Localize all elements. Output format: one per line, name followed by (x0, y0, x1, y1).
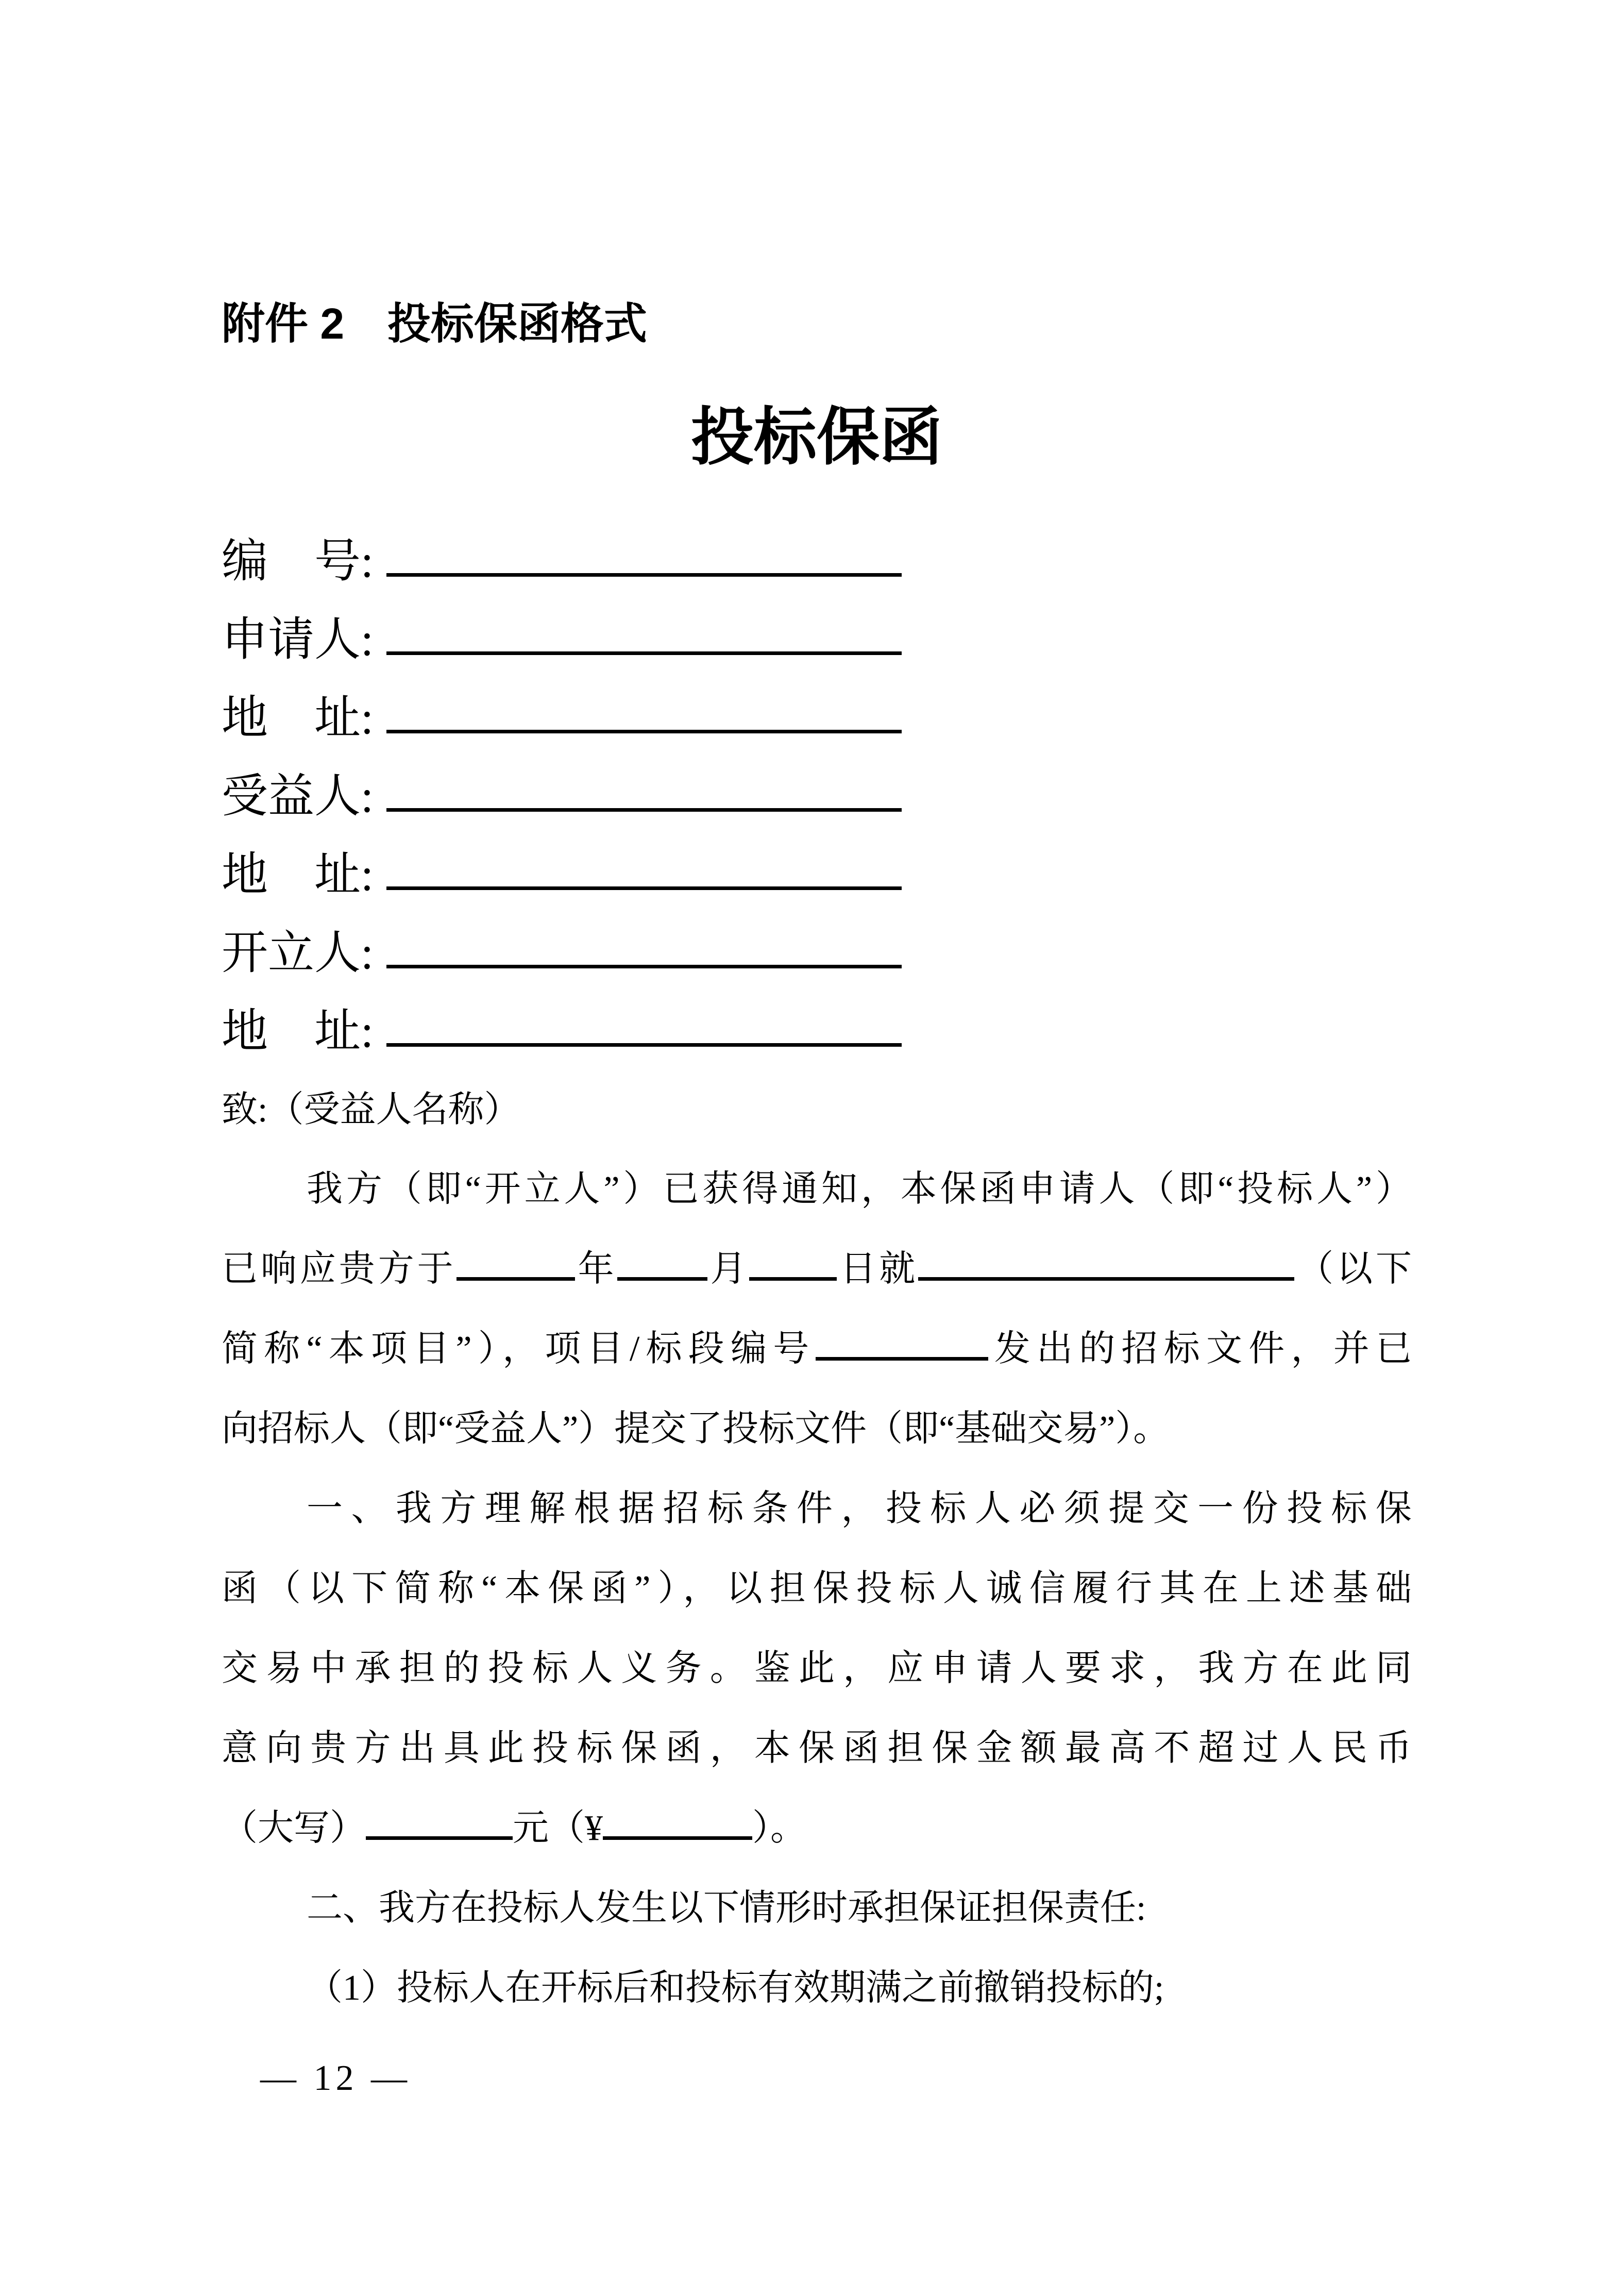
line-text: 函（以下简称“本保函”），以担保投标人诚信履行其在上述基础 (222, 1569, 1412, 1608)
line-text: 年 (574, 1249, 617, 1289)
field-label: 地 址: (222, 693, 374, 744)
line-text: （大写） (222, 1808, 366, 1848)
line-text: 意向贵方出具此投标保函，本保函担保金额最高不超过人民币 (222, 1729, 1412, 1768)
line-text: 元（¥ (513, 1808, 603, 1848)
line-text: 简称“本项目”），项目/标段编号 (222, 1329, 816, 1369)
body-line (222, 1788, 1412, 1868)
blank-field (366, 1807, 513, 1840)
attachment-header: 附件 2 投标保函格式 (222, 299, 648, 348)
line-text: （1）投标人在开标后和投标有效期满之前撤销投标的; (307, 1968, 1164, 2008)
blank-field (749, 1248, 837, 1281)
blank-field (386, 774, 902, 812)
blank-field (386, 1009, 902, 1047)
body-line (222, 1229, 1412, 1309)
field-label: 地 址: (222, 849, 374, 900)
blank-field (918, 1248, 1294, 1281)
line-text: 月 (707, 1249, 750, 1289)
line-text: 发出的招标文件，并已 (988, 1329, 1412, 1369)
form-row-beneficiary (222, 758, 1412, 836)
body-line (222, 1149, 1412, 1229)
body-line (222, 1469, 1412, 1549)
line-text: （以下 (1294, 1249, 1412, 1289)
form-row-address-2 (222, 836, 1412, 914)
body-line (222, 1868, 1412, 1948)
form-row-issuer (222, 914, 1412, 993)
line-text: 已响应贵方于 (222, 1249, 457, 1289)
line-text: 交易中承担的投标人义务。鉴此，应申请人要求，我方在此同 (222, 1649, 1412, 1688)
field-label: 开立人: (222, 928, 374, 979)
form-row-address-1 (222, 679, 1412, 758)
blank-field (457, 1248, 575, 1281)
field-label: 编 号: (222, 536, 374, 587)
line-text: 二、我方在投标人发生以下情形时承担保证担保责任: (307, 1888, 1146, 1928)
body-line (222, 1948, 1412, 2028)
body-paragraphs (222, 1149, 1412, 2028)
blank-field (386, 852, 902, 890)
blank-field (603, 1807, 752, 1840)
blank-field (386, 696, 902, 733)
blank-field (386, 539, 902, 577)
page-title: 投标保函 (691, 403, 942, 473)
field-label: 地 址: (222, 1006, 374, 1057)
salutation-line: 致:（受益人名称） (222, 1090, 520, 1130)
body-line (222, 1389, 1412, 1469)
body-line (222, 1309, 1412, 1389)
blank-field (617, 1248, 707, 1281)
line-text: 日就 (837, 1249, 919, 1289)
line-text: 我方（即“开立人”）已获得通知，本保函申请人（即“投标人”） (307, 1169, 1412, 1209)
body-line (222, 1549, 1412, 1629)
form-row-applicant (222, 601, 1412, 679)
blank-field (386, 617, 902, 655)
blank-field (816, 1328, 988, 1361)
field-label: 受益人: (222, 771, 374, 822)
page-number: — 12 — (260, 2058, 411, 2098)
line-text: 向招标人（即“受益人”）提交了投标文件（即“基础交易”）。 (222, 1409, 1170, 1449)
body-line (222, 1708, 1412, 1788)
body-line (222, 1629, 1412, 1708)
field-label: 申请人: (222, 614, 374, 665)
form-fields (222, 523, 1412, 1149)
blank-field (386, 931, 902, 968)
form-row-number (222, 523, 1412, 601)
form-row-address-3 (222, 993, 1412, 1071)
line-text: ）。 (752, 1808, 806, 1848)
line-text: 一、我方理解根据招标条件，投标人必须提交一份投标保 (307, 1489, 1412, 1529)
